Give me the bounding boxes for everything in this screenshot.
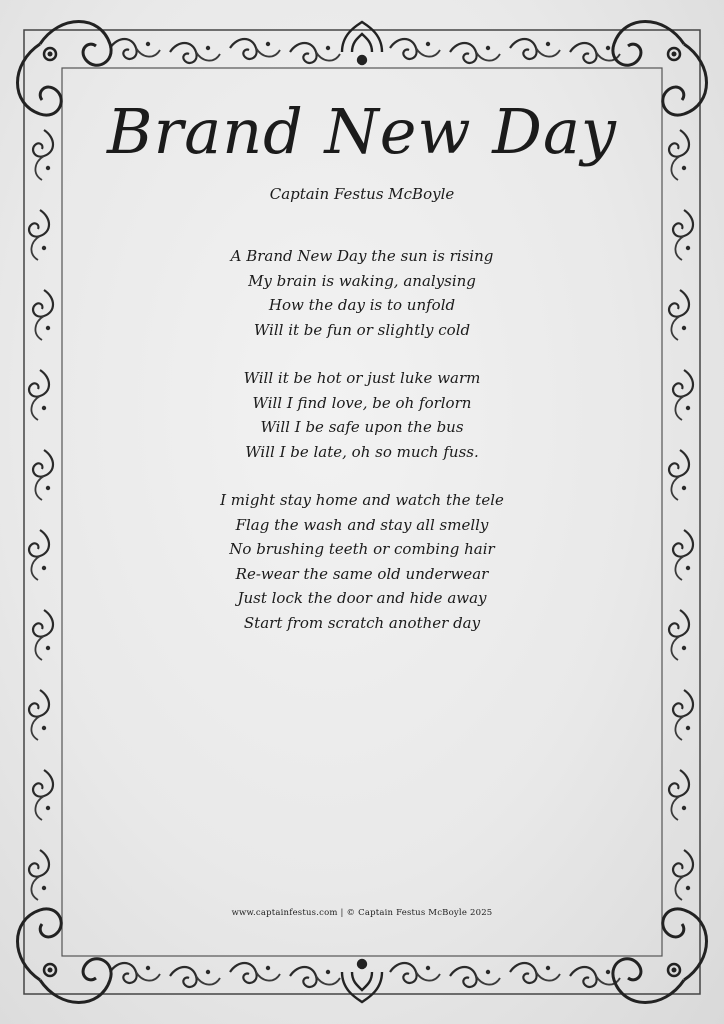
poem-content (95, 90, 629, 659)
poem-line: Will I be safe upon the bus (260, 418, 464, 436)
poem-line: Just lock the door and hide away (237, 589, 487, 607)
poem-line: How the day is to unfold (268, 296, 456, 314)
poem-line: Flag the wash and stay all smelly (235, 515, 489, 534)
poem-line: I might stay home and watch the tele (220, 491, 504, 509)
stanza-2 (95, 366, 629, 464)
stanza-3 (95, 488, 629, 635)
poem-line: Will I be late, oh so much fuss. (245, 442, 479, 461)
poem-body (95, 244, 629, 635)
poem-line: No brushing teeth or combing hair (229, 540, 495, 558)
poem-line: Re-wear the same old underwear (235, 564, 489, 583)
poem-line: My brain is waking, analysing (248, 271, 476, 290)
poem-line: A Brand New Day the sun is rising (230, 247, 494, 265)
footer-credit: www.captainfestus.com | © Captain Festus McBoyle 2025 (231, 908, 493, 918)
stanza-1 (95, 244, 629, 342)
poem-line: Will it be fun or slightly cold (253, 320, 471, 339)
poem-title: Brand New Day (107, 95, 617, 168)
poem-line: Will I find love, be oh forlorn (252, 393, 472, 412)
poem-author: Captain Festus McBoyle (269, 185, 455, 203)
poem-line: Will it be hot or just luke warm (243, 369, 481, 387)
poem-line: Start from scratch another day (243, 613, 481, 632)
